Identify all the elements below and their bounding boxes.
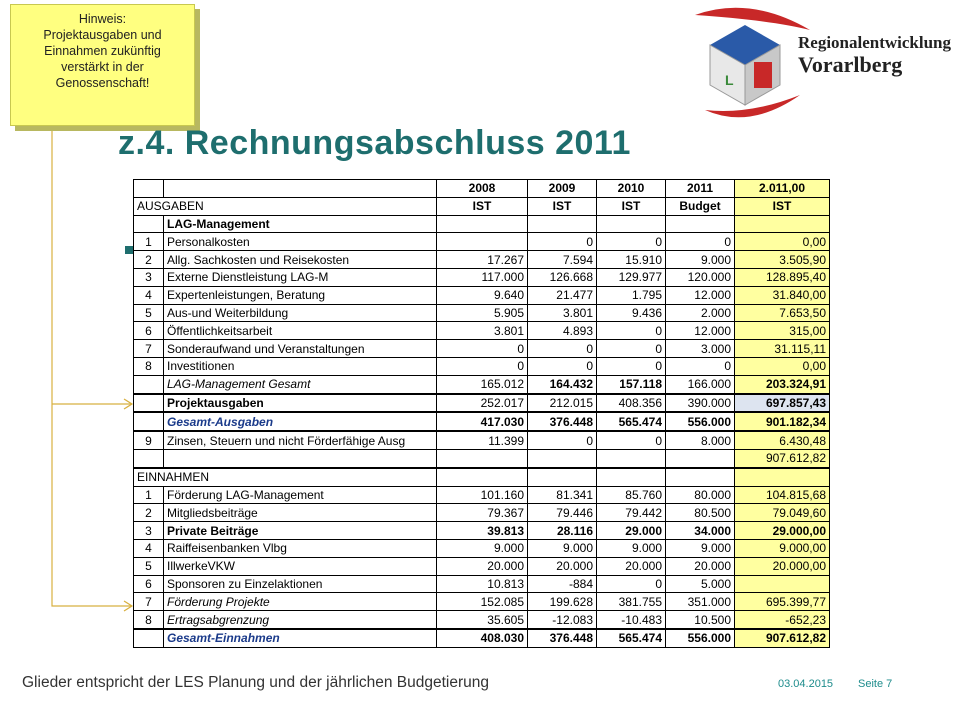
cell: 10.500 <box>666 611 735 629</box>
row-label: Mitgliedsbeiträge <box>164 504 437 522</box>
note-line: Einnahmen zukünftig <box>44 44 161 58</box>
cell: 4.893 <box>528 322 597 340</box>
cell: 0 <box>597 431 666 449</box>
cell: 0,00 <box>735 233 830 251</box>
cell: 9.000 <box>666 251 735 269</box>
cell: 8.000 <box>666 431 735 449</box>
cell: -884 <box>528 575 597 593</box>
row-label: Raiffeisenbanken Vlbg <box>164 539 437 557</box>
cell: 164.432 <box>528 375 597 393</box>
row-index: 8 <box>134 611 164 629</box>
table-row <box>134 504 830 522</box>
table-row <box>134 286 830 304</box>
table-row <box>134 468 830 486</box>
cell: 126.668 <box>528 268 597 286</box>
cell: 9.640 <box>437 286 528 304</box>
year-header: 2010 <box>597 180 666 198</box>
cell: 203.324,91 <box>735 375 830 393</box>
budget-table <box>133 179 830 648</box>
cell: 697.857,43 <box>735 394 830 413</box>
cell: 0 <box>528 340 597 358</box>
cell: 252.017 <box>437 394 528 413</box>
cell: 3.000 <box>666 340 735 358</box>
cell: 695.399,77 <box>735 593 830 611</box>
cell: -10.483 <box>597 611 666 629</box>
cell: 31.840,00 <box>735 286 830 304</box>
cell: -652,23 <box>735 611 830 629</box>
cell: 907.612,82 <box>735 449 830 467</box>
note-line: Hinweis: <box>78 12 127 26</box>
table-row <box>134 304 830 322</box>
cell: 0 <box>528 357 597 375</box>
logo-swoosh-icon <box>695 8 810 30</box>
table-row <box>134 197 830 215</box>
row-index: 4 <box>134 286 164 304</box>
cell: 21.477 <box>528 286 597 304</box>
row-label: Expertenleistungen, Beratung <box>164 286 437 304</box>
row-index: 6 <box>134 575 164 593</box>
row-label: Gesamt-Ausgaben <box>164 412 437 431</box>
table-row <box>134 593 830 611</box>
cell: 79.367 <box>437 504 528 522</box>
cell: 12.000 <box>666 286 735 304</box>
cell: 907.612,82 <box>735 629 830 647</box>
row-index: 5 <box>134 557 164 575</box>
row-index: 3 <box>134 268 164 286</box>
table-row <box>134 486 830 504</box>
row-label: Sponsoren zu Einzelaktionen <box>164 575 437 593</box>
row-label: Förderung LAG-Management <box>164 486 437 504</box>
cell: 0 <box>597 357 666 375</box>
row-index: 8 <box>134 357 164 375</box>
row-index: 2 <box>134 504 164 522</box>
row-index: 2 <box>134 251 164 269</box>
table-row <box>134 611 830 629</box>
row-label: Öffentlichkeitsarbeit <box>164 322 437 340</box>
cell: 351.000 <box>666 593 735 611</box>
cell: 0 <box>666 233 735 251</box>
sub-header: Budget <box>666 197 735 215</box>
table-row <box>134 522 830 540</box>
table-row <box>134 575 830 593</box>
year-header: 2.011,00 <box>735 180 830 198</box>
cell: 901.182,34 <box>735 412 830 431</box>
cell: 408.356 <box>597 394 666 413</box>
cell: 17.267 <box>437 251 528 269</box>
cell: 565.474 <box>597 412 666 431</box>
bullet-marker <box>125 246 133 254</box>
row-label: Aus-und Weiterbildung <box>164 304 437 322</box>
row-index: 7 <box>134 593 164 611</box>
row-label: Private Beiträge <box>164 522 437 540</box>
cell: 34.000 <box>666 522 735 540</box>
note-line: Genossenschaft! <box>55 76 150 90</box>
cell: 0 <box>666 357 735 375</box>
cell: 9.000,00 <box>735 539 830 557</box>
row-label: Allg. Sachkosten und Reisekosten <box>164 251 437 269</box>
cell: 376.448 <box>528 412 597 431</box>
cell: 390.000 <box>666 394 735 413</box>
cell: 20.000 <box>528 557 597 575</box>
cell: 9.000 <box>437 539 528 557</box>
cell: 104.815,68 <box>735 486 830 504</box>
cell: 3.505,90 <box>735 251 830 269</box>
cell: 9.000 <box>666 539 735 557</box>
row-index: 1 <box>134 233 164 251</box>
footer-text: Glieder entspricht der LES Planung und der jährlichen Budgetierung <box>22 674 490 691</box>
cell <box>735 575 830 593</box>
svg-text:L: L <box>725 72 734 88</box>
cell: 6.430,48 <box>735 431 830 449</box>
cell: 79.049,60 <box>735 504 830 522</box>
cell: 0 <box>597 322 666 340</box>
cell: 11.399 <box>437 431 528 449</box>
sub-header: IST <box>528 197 597 215</box>
cell: 85.760 <box>597 486 666 504</box>
cell: 315,00 <box>735 322 830 340</box>
page-number: Seite 7 <box>858 678 893 690</box>
cell: 80.500 <box>666 504 735 522</box>
footer-date: 03.04.2015 <box>778 678 834 690</box>
cell: -12.083 <box>528 611 597 629</box>
sub-header: IST <box>597 197 666 215</box>
table-row <box>134 251 830 269</box>
logo-line2: Vorarlberg <box>798 52 903 77</box>
cell: 101.160 <box>437 486 528 504</box>
page-title: z.4. Rechnungsabschluss 2011 <box>118 124 631 162</box>
row-label: Zinsen, Steuern und nicht Förderfähige Ausg <box>164 431 437 449</box>
year-header: 2009 <box>528 180 597 198</box>
cell: 29.000 <box>597 522 666 540</box>
row-index: 7 <box>134 340 164 358</box>
row-label: Gesamt-Einnahmen <box>164 629 437 647</box>
cell: 20.000,00 <box>735 557 830 575</box>
sub-header: IST <box>735 197 830 215</box>
row-label: Sonderaufwand und Veranstaltungen <box>164 340 437 358</box>
note-line: verstärkt in der <box>61 60 144 74</box>
cell: 165.012 <box>437 375 528 393</box>
cell: 0,00 <box>735 357 830 375</box>
sticky-note <box>10 4 195 126</box>
table-row <box>134 357 830 375</box>
table-row <box>134 215 830 233</box>
table-row <box>134 233 830 251</box>
cell: 199.628 <box>528 593 597 611</box>
logo <box>690 0 960 120</box>
cell: 81.341 <box>528 486 597 504</box>
cell: 381.755 <box>597 593 666 611</box>
table-row <box>134 557 830 575</box>
cell: 5.905 <box>437 304 528 322</box>
cell: 0 <box>597 233 666 251</box>
table-row <box>134 340 830 358</box>
cell: 157.118 <box>597 375 666 393</box>
cell: 120.000 <box>666 268 735 286</box>
cell: 417.030 <box>437 412 528 431</box>
cell: 79.446 <box>528 504 597 522</box>
cell: 0 <box>597 340 666 358</box>
cell: 3.801 <box>528 304 597 322</box>
table-row <box>134 449 830 467</box>
cell: 20.000 <box>437 557 528 575</box>
cell: 10.813 <box>437 575 528 593</box>
cell: 28.116 <box>528 522 597 540</box>
table-row <box>134 394 830 413</box>
cell: 129.977 <box>597 268 666 286</box>
cell: 20.000 <box>597 557 666 575</box>
row-label: LAG-Management Gesamt <box>164 375 437 393</box>
cell: 2.000 <box>666 304 735 322</box>
cell: 212.015 <box>528 394 597 413</box>
section-label: AUSGABEN <box>134 197 437 215</box>
cell: 35.605 <box>437 611 528 629</box>
cell: 128.895,40 <box>735 268 830 286</box>
row-index: 9 <box>134 431 164 449</box>
table-row <box>134 412 830 431</box>
section-label: EINNAHMEN <box>134 468 437 486</box>
cell: 556.000 <box>666 412 735 431</box>
row-index: 3 <box>134 522 164 540</box>
table-row <box>134 431 830 449</box>
cell: 0 <box>437 340 528 358</box>
cell: 0 <box>528 233 597 251</box>
table-row <box>134 629 830 647</box>
cell: 408.030 <box>437 629 528 647</box>
cell: 0 <box>597 575 666 593</box>
table-row <box>134 322 830 340</box>
cell: 7.594 <box>528 251 597 269</box>
table-row <box>134 268 830 286</box>
row-label: Personalkosten <box>164 233 437 251</box>
row-label: IllwerkeVKW <box>164 557 437 575</box>
cell: 166.000 <box>666 375 735 393</box>
sub-header: IST <box>437 197 528 215</box>
cell: 3.801 <box>437 322 528 340</box>
row-label: Ertragsabgrenzung <box>164 611 437 629</box>
row-index: 4 <box>134 539 164 557</box>
cell: 556.000 <box>666 629 735 647</box>
cell: 0 <box>437 357 528 375</box>
cell: 5.000 <box>666 575 735 593</box>
group-label: LAG-Management <box>164 215 437 233</box>
row-label: Externe Dienstleistung LAG-M <box>164 268 437 286</box>
cell: 79.442 <box>597 504 666 522</box>
logo-line1: Regionalentwicklung <box>798 33 952 52</box>
table-row <box>134 180 830 198</box>
table-row <box>134 375 830 393</box>
cell: 9.436 <box>597 304 666 322</box>
row-label: Förderung Projekte <box>164 593 437 611</box>
cell: 9.000 <box>528 539 597 557</box>
cell: 15.910 <box>597 251 666 269</box>
cell: 376.448 <box>528 629 597 647</box>
row-label: Projektausgaben <box>164 394 437 413</box>
row-index: 6 <box>134 322 164 340</box>
cell: 9.000 <box>597 539 666 557</box>
cell: 29.000,00 <box>735 522 830 540</box>
cell: 565.474 <box>597 629 666 647</box>
cell: 0 <box>528 431 597 449</box>
cell: 80.000 <box>666 486 735 504</box>
row-index: 5 <box>134 304 164 322</box>
cell: 31.115,11 <box>735 340 830 358</box>
year-header: 2008 <box>437 180 528 198</box>
cell: 20.000 <box>666 557 735 575</box>
cell: 39.813 <box>437 522 528 540</box>
year-header: 2011 <box>666 180 735 198</box>
cell: 152.085 <box>437 593 528 611</box>
table-row <box>134 539 830 557</box>
cell: 12.000 <box>666 322 735 340</box>
cell: 117.000 <box>437 268 528 286</box>
cell: 7.653,50 <box>735 304 830 322</box>
row-index: 1 <box>134 486 164 504</box>
note-line: Projektausgaben und <box>43 28 162 42</box>
cell: 1.795 <box>597 286 666 304</box>
cell <box>437 233 528 251</box>
row-label: Investitionen <box>164 357 437 375</box>
